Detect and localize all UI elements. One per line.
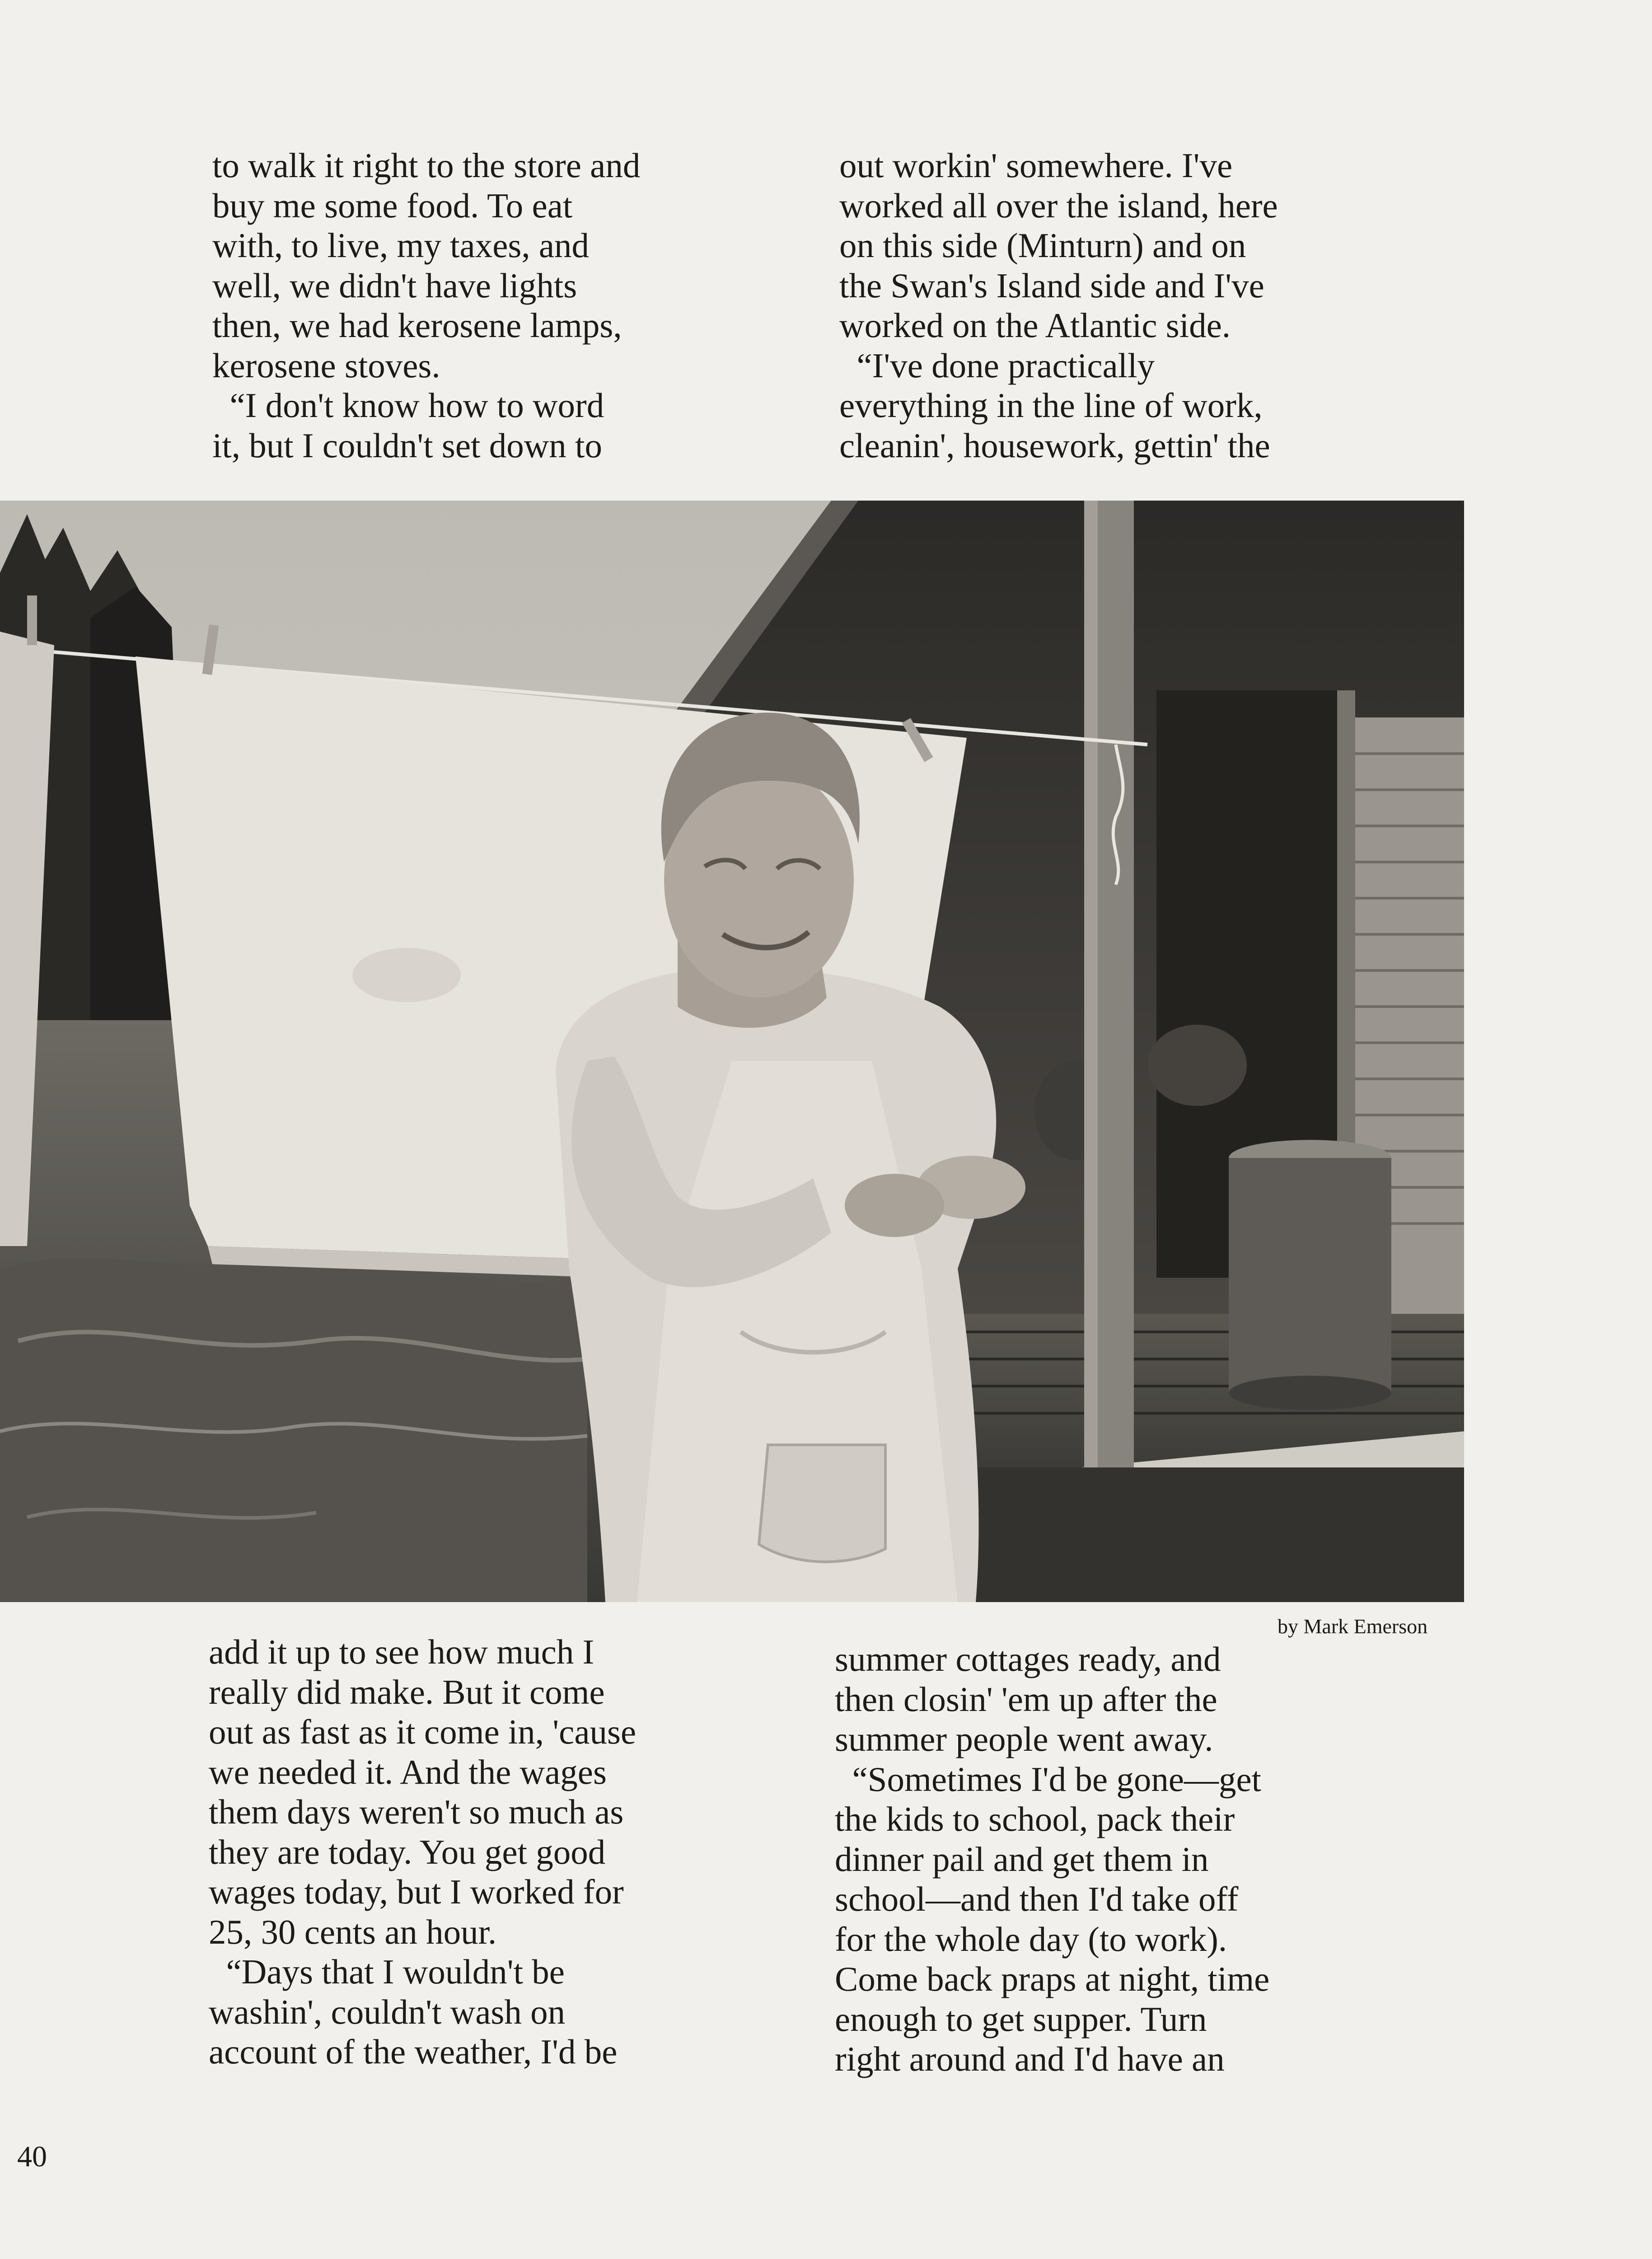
text-line: kerosene stoves. (212, 346, 440, 385)
text-line: then, we had kerosene lamps, (212, 306, 622, 345)
text-line: washin', couldn't wash on (209, 1992, 566, 2031)
photo-credit: by Mark Emerson (1278, 1615, 1428, 1638)
text-line: enough to get supper. Turn (835, 1999, 1207, 2039)
text-line: “I don't know how to word (212, 386, 604, 425)
text-line: we needed it. And the wages (209, 1752, 607, 1791)
article-column-top-right (839, 145, 1278, 465)
text-line: dinner pail and get them in (835, 1839, 1209, 1879)
text-line: add it up to see how much I (209, 1632, 594, 1671)
text-line: out workin' somewhere. I've (839, 146, 1233, 185)
text-line: school—and then I'd take off (835, 1879, 1239, 1918)
text-line: summer people went away. (835, 1720, 1213, 1758)
text-line: everything in the line of work, (839, 386, 1263, 425)
text-line: the Swan's Island side and I've (839, 266, 1264, 305)
article-column-top-left (212, 145, 640, 465)
text-line: to walk it right to the store and (212, 146, 641, 185)
text-line: worked on the Atlantic side. (839, 306, 1231, 345)
article-column-bottom-left (209, 1632, 636, 2072)
page-number: 40 (17, 2140, 47, 2173)
text-line: cleanin', housework, gettin' the (839, 426, 1270, 465)
text-line: right around and I'd have an (835, 2039, 1225, 2078)
text-line: it, but I couldn't set down to (212, 426, 602, 465)
text-line: summer cottages ready, and (835, 1640, 1221, 1678)
photograph-woman-at-clothesline (0, 501, 1464, 1602)
article-column-bottom-right (835, 1639, 1269, 2079)
text-line: on this side (Minturn) and on (839, 226, 1246, 265)
text-line: out as fast as it come in, 'cause (209, 1712, 636, 1751)
text-line: wages today, but I worked for (209, 1872, 624, 1911)
text-line: worked all over the island, here (839, 186, 1278, 225)
text-line: 25, 30 cents an hour. (209, 1912, 497, 1951)
text-line: “I've done practically (839, 346, 1155, 385)
text-line: for the whole day (to work). (835, 1919, 1227, 1959)
text-line: really did make. But it come (209, 1672, 605, 1711)
text-line: then closin' 'em up after the (835, 1679, 1217, 1719)
text-line: buy me some food. To eat (212, 186, 573, 225)
text-line: account of the weather, I'd be (209, 2032, 618, 2071)
text-line: them days weren't so much as (209, 1792, 624, 1831)
text-line: well, we didn't have lights (212, 266, 577, 305)
text-line: “Days that I wouldn't be (209, 1952, 565, 1991)
text-line: the kids to school, pack their (835, 1800, 1235, 1838)
text-line: “Sometimes I'd be gone—get (835, 1759, 1262, 1799)
text-line: with, to live, my taxes, and (212, 226, 590, 265)
text-line: they are today. You get good (209, 1832, 606, 1871)
text-line: Come back praps at night, time (835, 1959, 1270, 1998)
